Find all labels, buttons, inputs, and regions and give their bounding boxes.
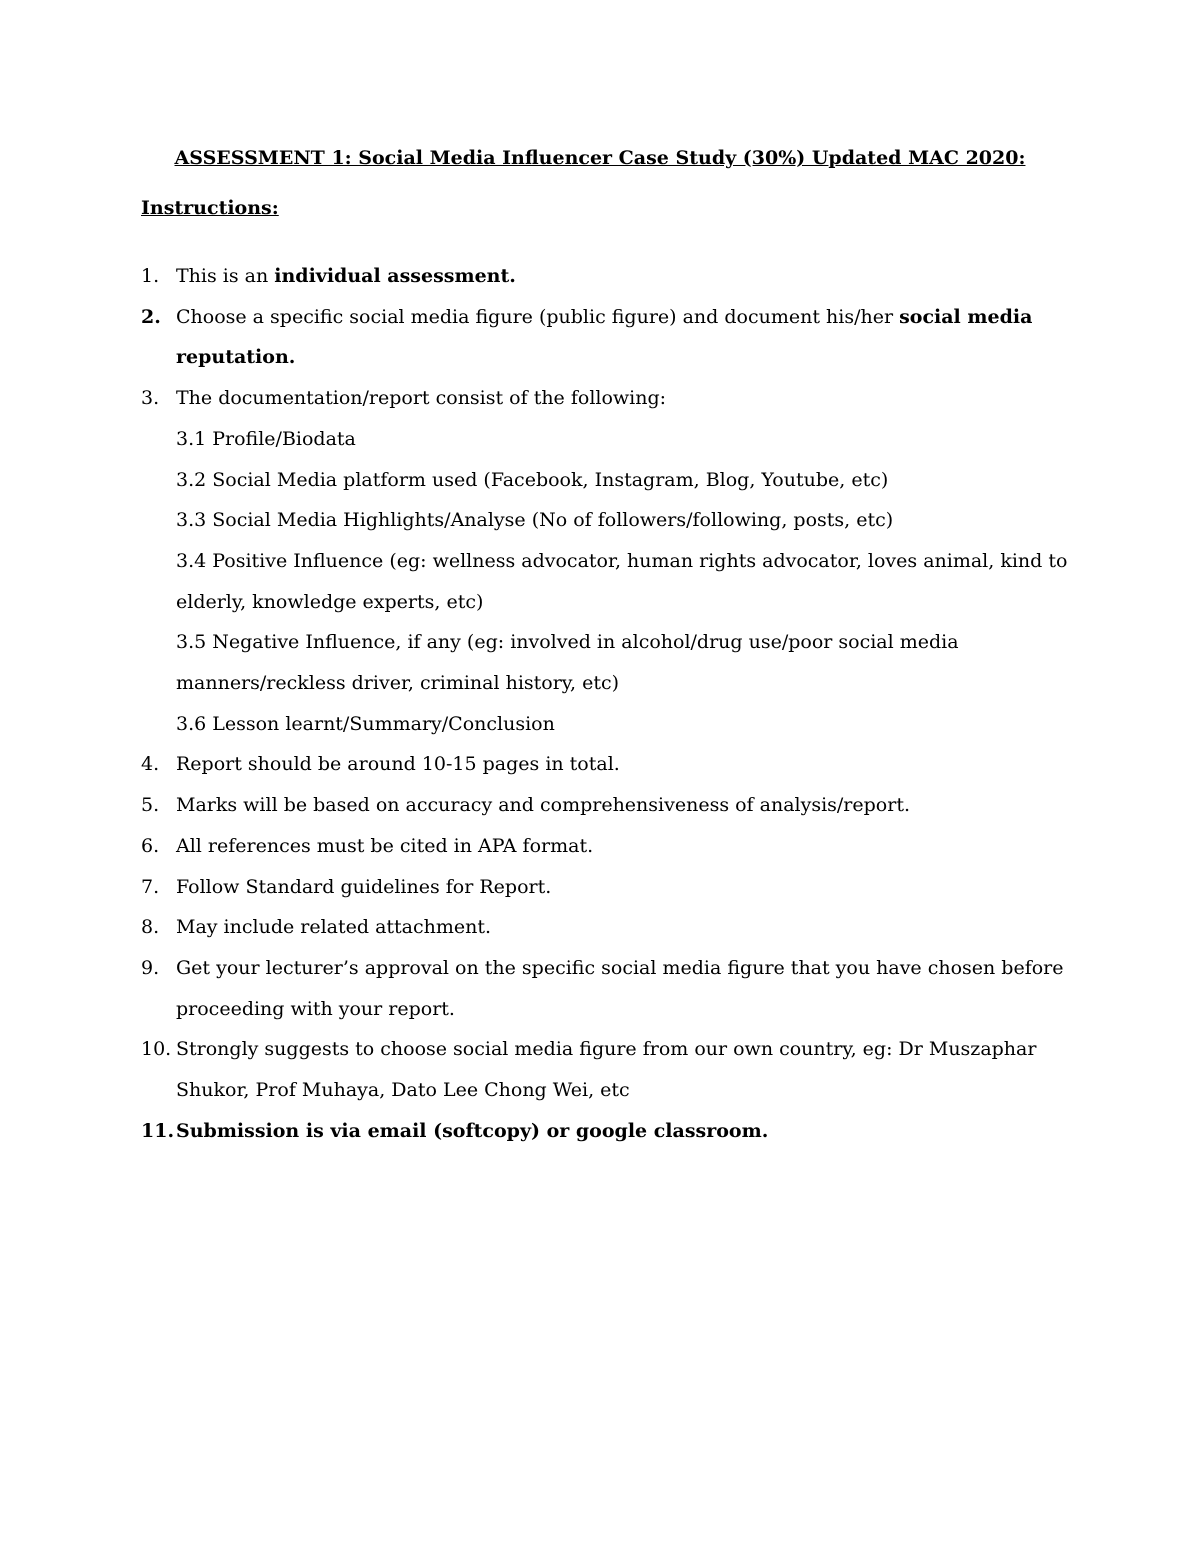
list-number: 4. [141,753,160,776]
list-item-text: May include related attachment. [176,916,492,939]
list-item-text: The documentation/report consist of the following: [176,387,667,410]
list-item-4 [141,744,1071,785]
item-text-bold: individual assessment. [274,265,516,287]
item-text-plain: Choose a specific social media figure (public figure) and document his/her [176,305,900,328]
sub-item-3-3: 3.3 Social Media Highlights/Analyse (No of followers/following, posts, etc) [176,509,894,532]
list-item-text-continued: proceeding with your report. [176,997,455,1020]
list-item-6 [141,826,1071,867]
list-number: 1. [141,265,160,287]
item-text-plain: This is an [176,265,275,287]
list-item-9 [141,948,1071,1029]
list-item-2 [141,297,1071,378]
document-title: ASSESSMENT 1: Social Media Influencer Case Study (30%) Updated MAC 2020: [174,147,1026,169]
list-item-text: Strongly suggests to choose social media figure from our own country, eg: Dr Muszaphar [176,1038,1037,1061]
list-number: 7. [141,875,160,898]
list-item-text: Marks will be based on accuracy and comprehensiveness of analysis/report. [176,794,910,817]
list-number: 5. [141,794,160,817]
sub-item-3-5-continued: manners/reckless driver, criminal history, etc) [176,672,620,695]
sub-item-3-4-continued: elderly, knowledge experts, etc) [176,590,484,613]
list-item-1 [141,256,1071,297]
list-number: 6. [141,834,160,857]
list-number: 9. [141,956,160,979]
list-item-11 [141,1111,1071,1152]
list-item-text: Get your lecturer’s approval on the specific social media figure that you have chosen before [176,956,1064,979]
list-number: 8. [141,916,160,939]
list-item-text [176,256,1071,297]
list-number: 3. [141,387,160,410]
sub-item-3-5: 3.5 Negative Influence, if any (eg: involved in alcohol/drug use/poor social media [176,631,959,654]
list-item-text: Follow Standard guidelines for Report. [176,875,552,898]
instructions-list [141,256,1071,1151]
list-item-text: All references must be cited in APA format. [176,834,594,857]
list-item-text: Report should be around 10-15 pages in total. [176,753,620,776]
list-number: 2. [141,305,161,328]
list-item-5 [141,785,1071,826]
sub-item-3-1: 3.1 Profile/Biodata [176,427,356,450]
list-item-text-continued: Shukor, Prof Muhaya, Dato Lee Chong Wei, etc [176,1079,630,1102]
list-item-8 [141,907,1071,948]
list-item-text-continued: reputation. [176,346,296,369]
item-text-bold: social media [899,305,1033,328]
sub-item-3-6: 3.6 Lesson learnt/Summary/Conclusion [176,712,555,735]
list-item-text: Submission is via email (softcopy) or google classroom. [176,1119,769,1142]
list-number: 10. [141,1038,172,1061]
instructions-heading: Instructions: [141,197,279,219]
sub-item-3-2: 3.2 Social Media platform used (Facebook, Instagram, Blog, Youtube, etc) [176,468,889,491]
list-item-text [176,297,1071,338]
list-item-3 [141,378,1071,744]
list-number: 11. [141,1119,175,1142]
list-item-7 [141,867,1071,908]
sub-item-3-4: 3.4 Positive Influence (eg: wellness advocator, human rights advocator, loves animal, kind to [176,549,1068,572]
list-item-10 [141,1029,1071,1110]
